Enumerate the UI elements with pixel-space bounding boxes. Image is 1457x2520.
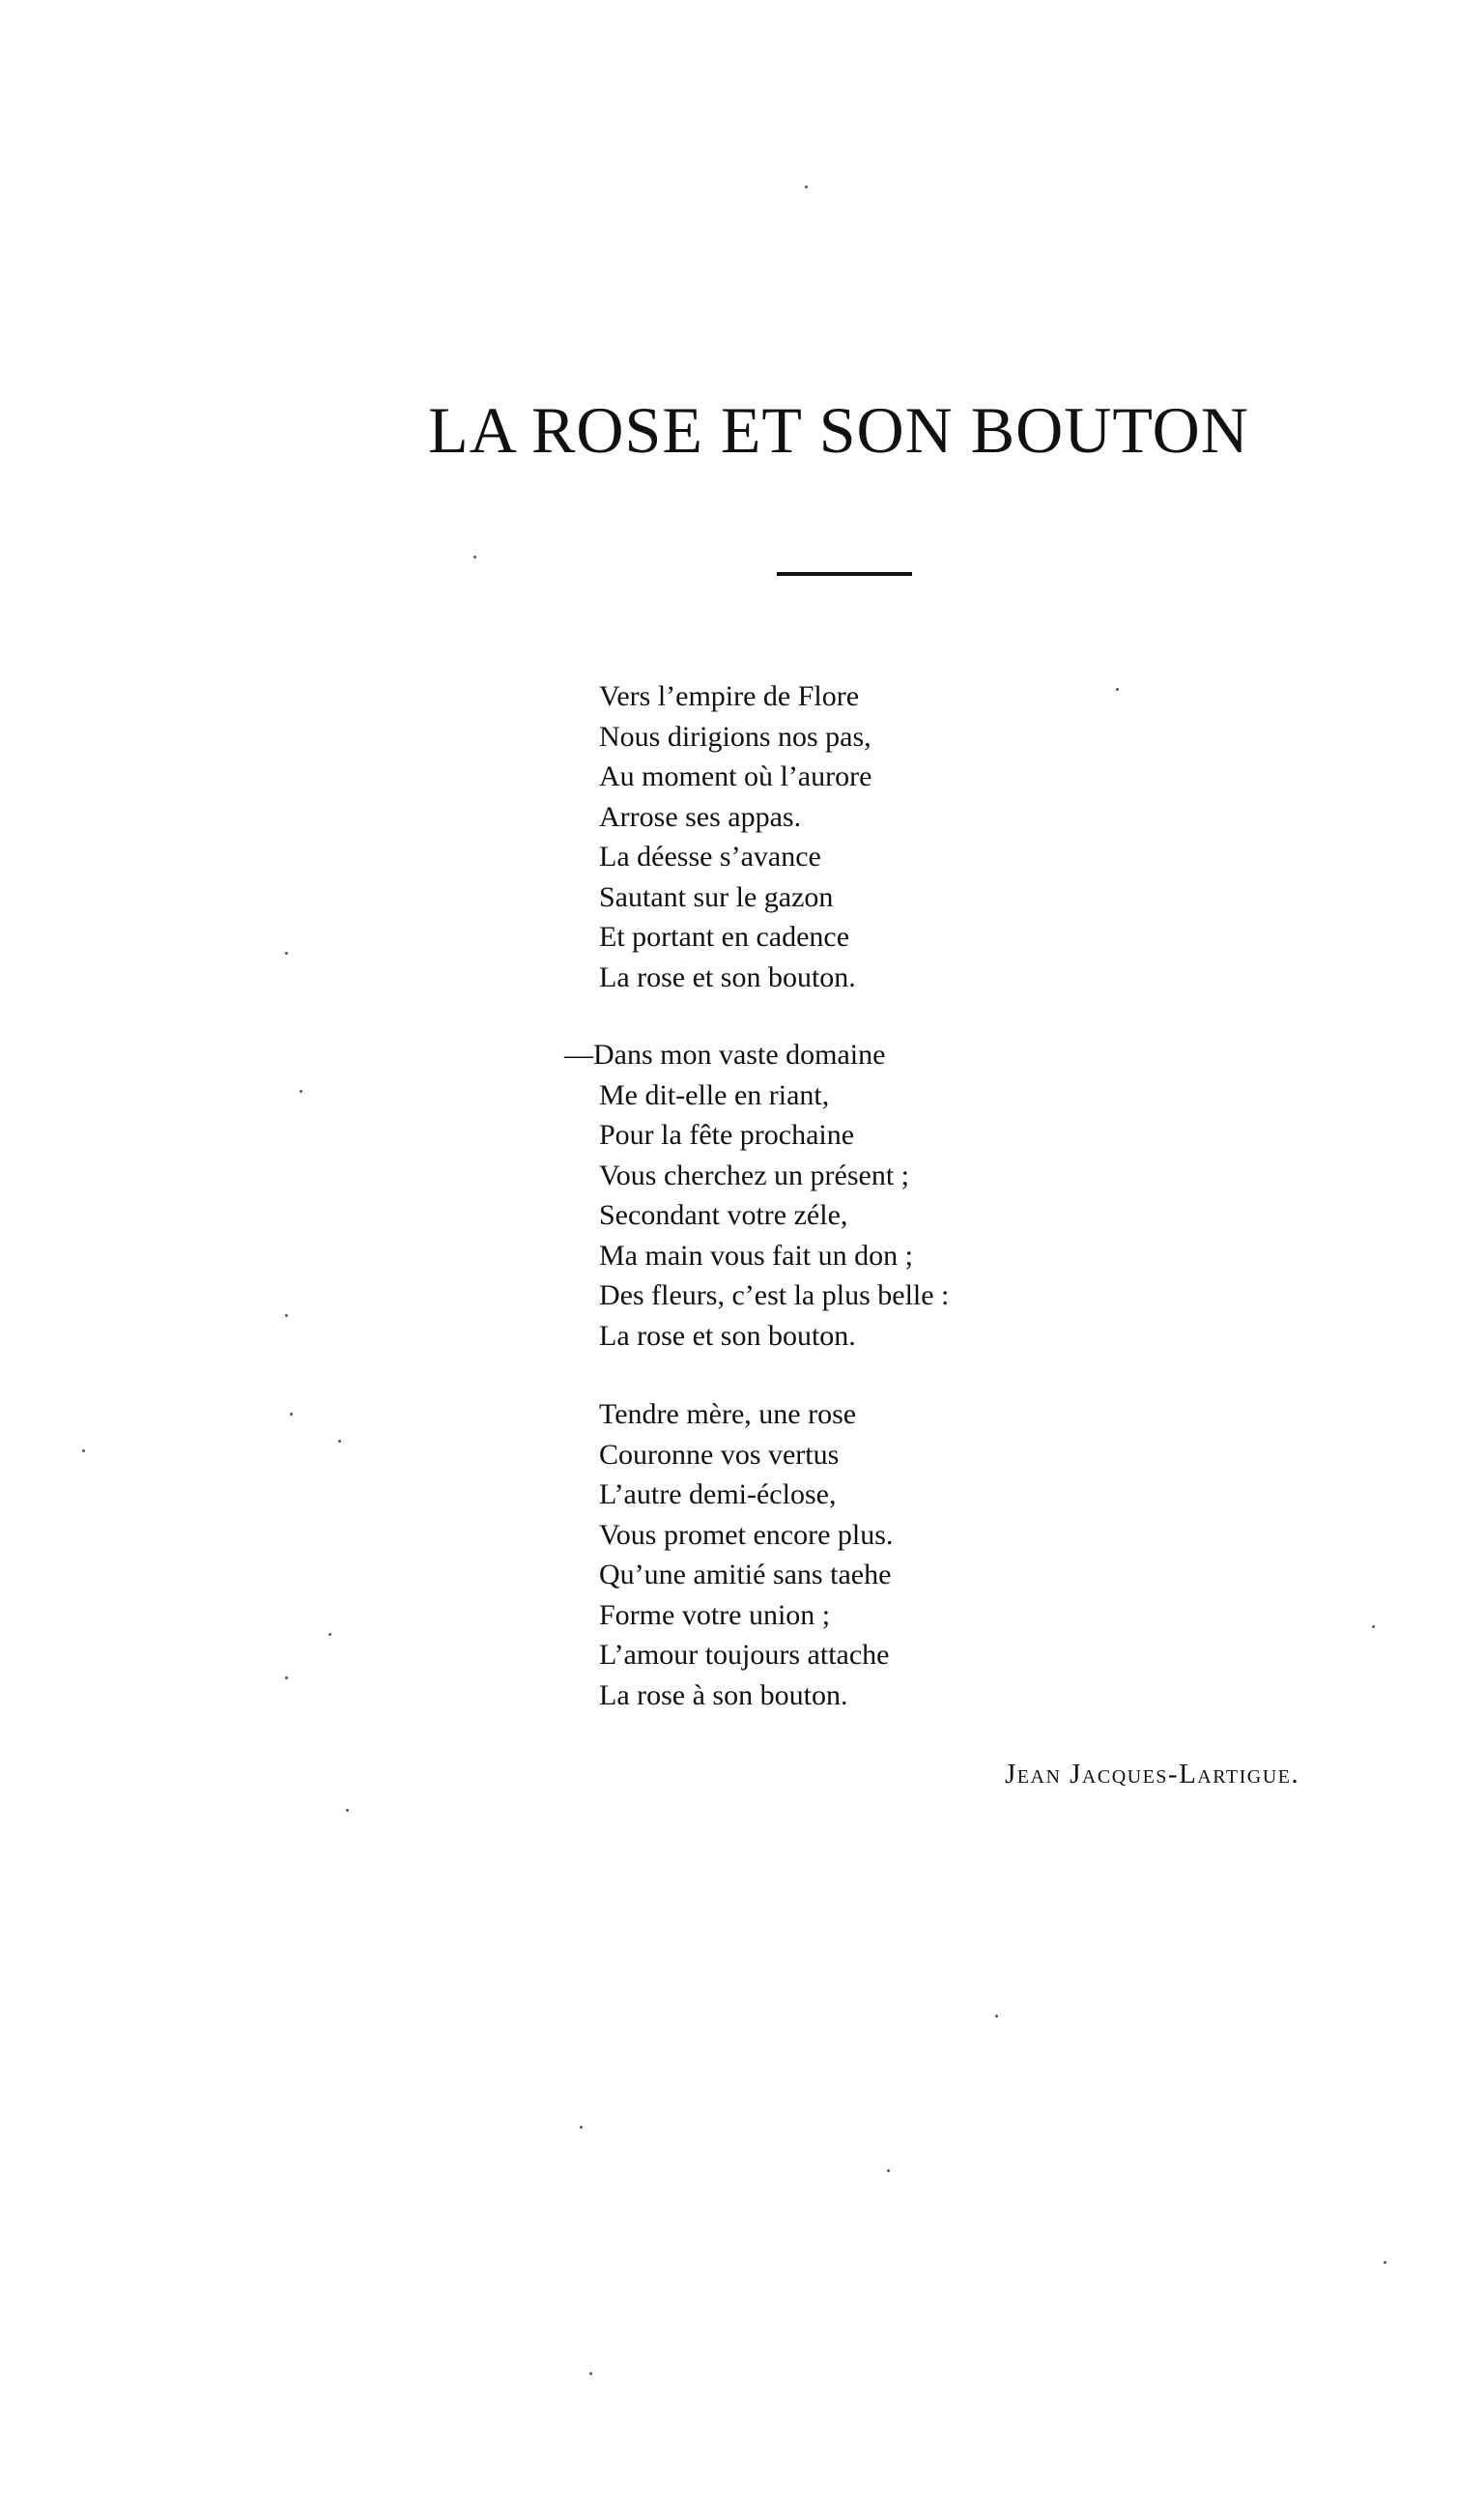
verse-line: Vers l’empire de Flore — [599, 680, 860, 712]
verse-line: Vous cherchez un présent ; — [599, 1159, 910, 1191]
scan-speck — [589, 2372, 592, 2375]
verse-line: Et portant en cadence — [599, 921, 850, 953]
scan-speck — [580, 2126, 583, 2129]
scan-speck — [805, 186, 808, 188]
title-divider-rule — [777, 572, 912, 576]
verse-line: Ma main vous fait un don ; — [599, 1239, 913, 1272]
scan-speck — [338, 1440, 341, 1443]
verse-line: Au moment où l’aurore — [599, 760, 872, 792]
verse-line: Me dit-elle en riant, — [599, 1078, 830, 1111]
scan-speck — [285, 1676, 288, 1679]
stanza-1 — [599, 676, 1140, 997]
verse-line: Forme votre union ; — [599, 1598, 831, 1631]
scan-speck — [887, 2169, 890, 2172]
verse-line: Secondant votre zéle, — [599, 1199, 848, 1231]
scan-speck — [1372, 1625, 1375, 1628]
verse-line: Qu’une amitié sans taehe — [599, 1559, 892, 1590]
verse-line: La rose et son bouton. — [599, 1319, 856, 1352]
scan-speck — [300, 1090, 302, 1093]
scan-speck — [285, 952, 288, 955]
verse-line: Nous dirigions nos pas, — [599, 720, 871, 753]
verse-line: L’autre demi-éclose, — [599, 1478, 837, 1510]
verse-line: Vous promet encore plus. — [599, 1518, 894, 1551]
scan-speck — [285, 1314, 288, 1317]
verse-line: La déesse s’avance — [599, 841, 821, 873]
verse-line: Tendre mère, une rose — [599, 1398, 857, 1430]
verse-line: Couronne vos vertus — [599, 1438, 840, 1471]
stanza-2 — [564, 1035, 1140, 1356]
scan-speck — [1384, 2261, 1386, 2264]
author-signature: Jean Jacques-Lartigue. — [1005, 1759, 1300, 1790]
verse-line: Sautant sur le gazon — [599, 880, 834, 913]
scan-speck — [1116, 688, 1119, 691]
stanza-3 — [599, 1394, 1140, 1715]
verse-line: Des fleurs, c’est la plus belle : — [599, 1279, 950, 1311]
verse-line: —Dans mon vaste domaine — [564, 1039, 886, 1071]
verse-line: L’amour toujours attache — [599, 1639, 890, 1671]
scan-speck — [473, 556, 476, 558]
scan-speck — [290, 1413, 293, 1416]
verse-line: La rose et son bouton. — [599, 960, 856, 993]
scan-speck — [346, 1809, 349, 1812]
scan-speck — [995, 2015, 998, 2018]
verse-line: La rose à son bouton. — [599, 1678, 848, 1711]
scan-speck — [329, 1633, 331, 1636]
verse-line: Arrose ses appas. — [599, 800, 802, 833]
verse-line: Pour la fête prochaine — [599, 1119, 855, 1151]
poem-title: LA ROSE ET SON BOUTON — [428, 393, 1249, 467]
scan-speck — [82, 1449, 85, 1452]
